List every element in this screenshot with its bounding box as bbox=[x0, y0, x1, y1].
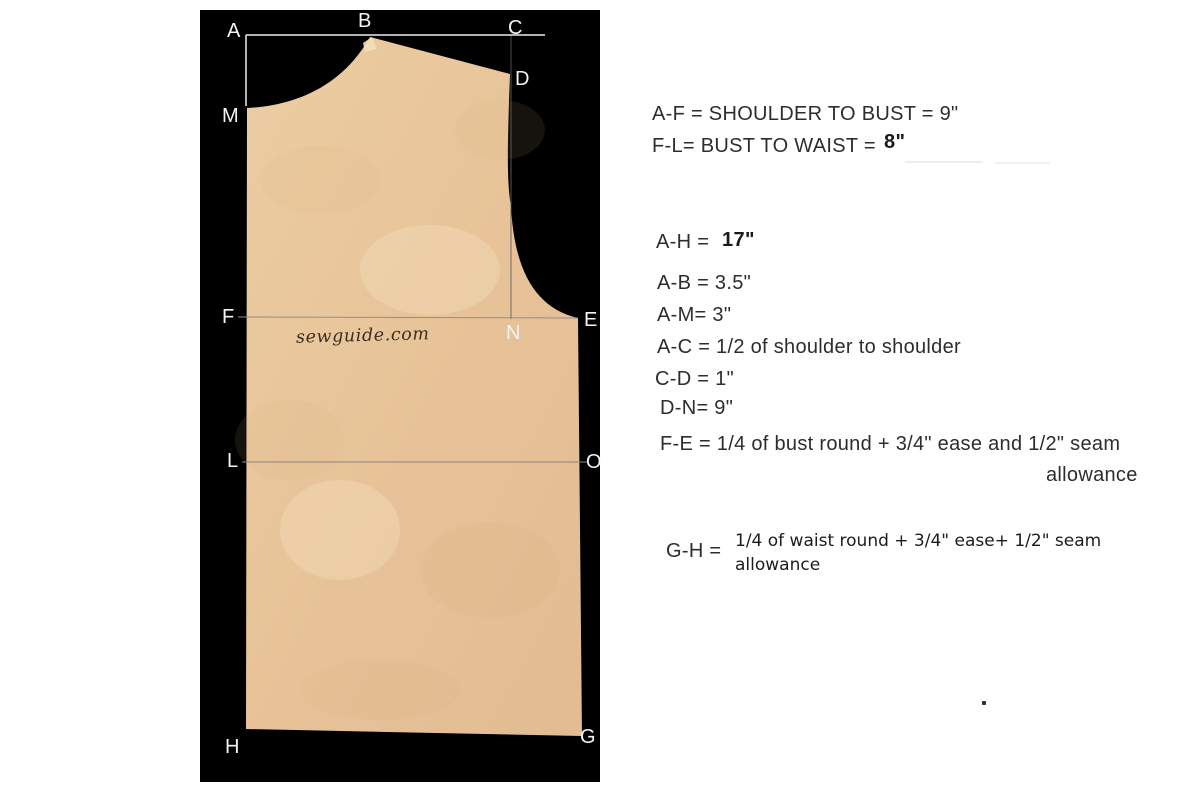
annotation-a-m: A-M= 3" bbox=[657, 304, 732, 326]
point-label-f: F bbox=[222, 306, 235, 328]
point-label-e: E bbox=[584, 309, 598, 331]
annotation-g-h: G-H = bbox=[666, 540, 722, 562]
annotation-f-e: F-E = 1/4 of bust round + 3/4" ease and 1/2" seam bbox=[660, 433, 1121, 455]
watermark: sewguide.com bbox=[295, 324, 430, 348]
point-label-o: O bbox=[586, 451, 602, 473]
annotation-a-h: A-H = bbox=[656, 231, 710, 253]
annotation-f-l-value: 8" bbox=[884, 131, 906, 153]
point-label-a: A bbox=[227, 20, 241, 42]
point-label-c: C bbox=[508, 17, 523, 39]
annotation-a-f: A-F = SHOULDER TO BUST = 9" bbox=[652, 103, 959, 125]
point-label-d: D bbox=[515, 68, 530, 90]
annotation-a-b: A-B = 3.5" bbox=[657, 272, 752, 294]
annotation-f-l: F-L= BUST TO WAIST = bbox=[652, 135, 876, 157]
annotation-g-h-line2: allowance bbox=[735, 555, 821, 575]
stray-mark bbox=[995, 162, 1050, 164]
point-label-b: B bbox=[358, 10, 372, 32]
annotation-g-h-line1: 1/4 of waist round + 3/4" ease+ 1/2" seam bbox=[735, 531, 1102, 551]
point-label-h: H bbox=[225, 736, 240, 758]
stray-mark bbox=[982, 701, 986, 705]
annotation-a-h-value: 17" bbox=[722, 229, 755, 251]
point-label-m: M bbox=[222, 105, 239, 127]
stray-mark bbox=[905, 161, 983, 163]
annotation-d-n: D-N= 9" bbox=[660, 397, 734, 419]
annotation-f-e-cont: allowance bbox=[1046, 464, 1138, 486]
bodice-pattern-diagram bbox=[200, 10, 600, 782]
point-label-l: L bbox=[227, 450, 239, 472]
point-label-g: G bbox=[580, 726, 596, 748]
annotation-c-d: C-D = 1" bbox=[655, 368, 734, 390]
drafting-board bbox=[200, 10, 600, 782]
annotation-a-c: A-C = 1/2 of shoulder to shoulder bbox=[657, 336, 961, 358]
point-label-n: N bbox=[506, 322, 521, 344]
